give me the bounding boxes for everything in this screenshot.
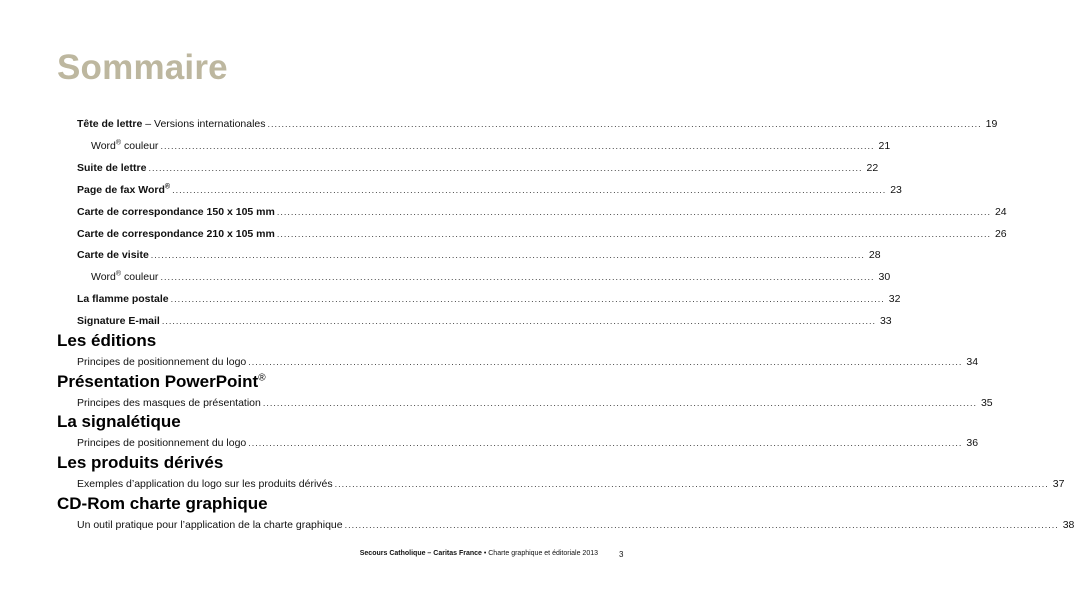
toc-entry-signature-email[interactable] [77,314,892,328]
toc-entry-outil-pratique[interactable] [77,518,1074,532]
toc-entry-word-couleur[interactable] [91,139,891,153]
footer-doc: Charte graphique et éditoriale 2013 [488,550,598,557]
toc-entry-page: 30 [878,271,891,283]
toc-entry-page: 36 [966,437,979,449]
registered-mark: ® [258,372,266,384]
toc-entry-word-couleur-2[interactable] [91,270,891,284]
toc-entry-label: Principes des masques de présentation [77,397,261,409]
toc-entry-label: Principes de positionnement du logo [77,437,247,449]
dot-leader: ............................................................................................................................................................................................................ [148,163,863,173]
page-footer [300,550,598,557]
toc-entry-page: 32 [888,293,901,305]
registered-mark: ® [115,270,122,278]
toc-entry-page: 33 [879,315,892,327]
dot-leader: ............................................................................................................................................................................................................ [262,398,977,408]
toc-entry-page: 21 [878,140,891,152]
toc-entry-carte-de-visite[interactable] [77,248,881,262]
toc-entry-page: 22 [866,162,879,174]
dot-leader: ............................................................................................................................................................................................................ [160,272,875,282]
toc-entry-label-suffix: couleur [121,140,159,152]
dot-leader: ............................................................................................................................................................................................................ [344,520,1059,530]
toc-entry-label: Un outil pratique pour l’application de la charte graphique [77,519,343,531]
section-heading-produits-derives: Les produits dérivés [57,453,224,472]
dot-leader: ............................................................................................................................................................................................................ [267,119,982,129]
toc-entry-page: 38 [1062,519,1074,531]
toc-entry-label: Page de fax Word [77,184,165,196]
dot-leader: ............................................................................................................................................................................................................ [150,250,865,260]
toc-entry-label: La flamme postale [77,293,169,305]
toc-entry-label: Signature E-mail [77,315,160,327]
toc-entry-label: Carte de visite [77,249,149,261]
toc-entry-signaletique-logo[interactable] [77,436,979,450]
toc-entry-page: 34 [966,356,979,368]
toc-entry-page: 37 [1052,478,1065,490]
toc-entry-page: 35 [980,397,993,409]
section-heading-cd-rom: CD-Rom charte graphique [57,494,268,513]
toc-entry-label: Exemples d’application du logo sur les produits dérivés [77,478,333,490]
toc-entry-label-suffix: – Versions internationales [142,118,266,130]
toc-entry-tete-de-lettre[interactable] [77,117,998,131]
toc-entry-editions-logo[interactable] [77,355,979,369]
toc-entry-carte-150[interactable] [77,205,1007,219]
page-number: 3 [619,550,624,559]
toc-entry-label: Principes de positionnement du logo [77,356,247,368]
toc-entry-page-de-fax[interactable] [77,183,902,197]
toc-entry-page: 26 [994,228,1007,240]
toc-entry-label: Word [91,271,116,283]
toc-entry-masques[interactable] [77,396,993,410]
dot-leader: ............................................................................................................................................................................................................ [276,207,991,217]
toc-entry-label-suffix: couleur [121,271,159,283]
toc-entry-label: Word [91,140,116,152]
registered-mark: ® [164,183,171,191]
registered-mark: ® [115,139,122,147]
toc-entry-page: 19 [985,118,998,130]
toc-entry-label: Tête de lettre [77,118,143,130]
page-title: Sommaire [57,48,228,87]
footer-bullet: • [481,550,489,557]
toc-entry-label: Carte de correspondance 210 x 105 mm [77,228,275,240]
section-heading-powerpoint [57,372,266,392]
toc-entry-flamme-postale[interactable] [77,292,901,306]
toc-entry-label: Carte de correspondance 150 x 105 mm [77,206,275,218]
dot-leader: ............................................................................................................................................................................................................ [334,479,1049,489]
dot-leader: ............................................................................................................................................................................................................ [170,294,885,304]
toc-entry-produits[interactable] [77,477,1065,491]
toc-entry-label: Suite de lettre [77,162,147,174]
toc-entry-suite-de-lettre[interactable] [77,161,879,175]
toc-entry-page: 28 [868,249,881,261]
dot-leader: ............................................................................................................................................................................................................ [248,438,963,448]
section-heading-editions: Les éditions [57,331,157,350]
toc-entry-page: 23 [890,184,902,196]
dot-leader: ............................................................................................................................................................................................................ [172,185,887,195]
section-heading-text: Présentation PowerPoint [57,372,259,391]
footer-org: Secours Catholique – Caritas France [359,550,482,557]
dot-leader: ............................................................................................................................................................................................................ [276,229,991,239]
dot-leader: ............................................................................................................................................................................................................ [248,357,963,367]
toc-entry-page: 24 [994,206,1007,218]
dot-leader: ............................................................................................................................................................................................................ [161,316,876,326]
toc-entry-carte-210[interactable] [77,227,1007,241]
dot-leader: ............................................................................................................................................................................................................ [160,141,875,151]
section-heading-signaletique: La signalétique [57,412,181,431]
